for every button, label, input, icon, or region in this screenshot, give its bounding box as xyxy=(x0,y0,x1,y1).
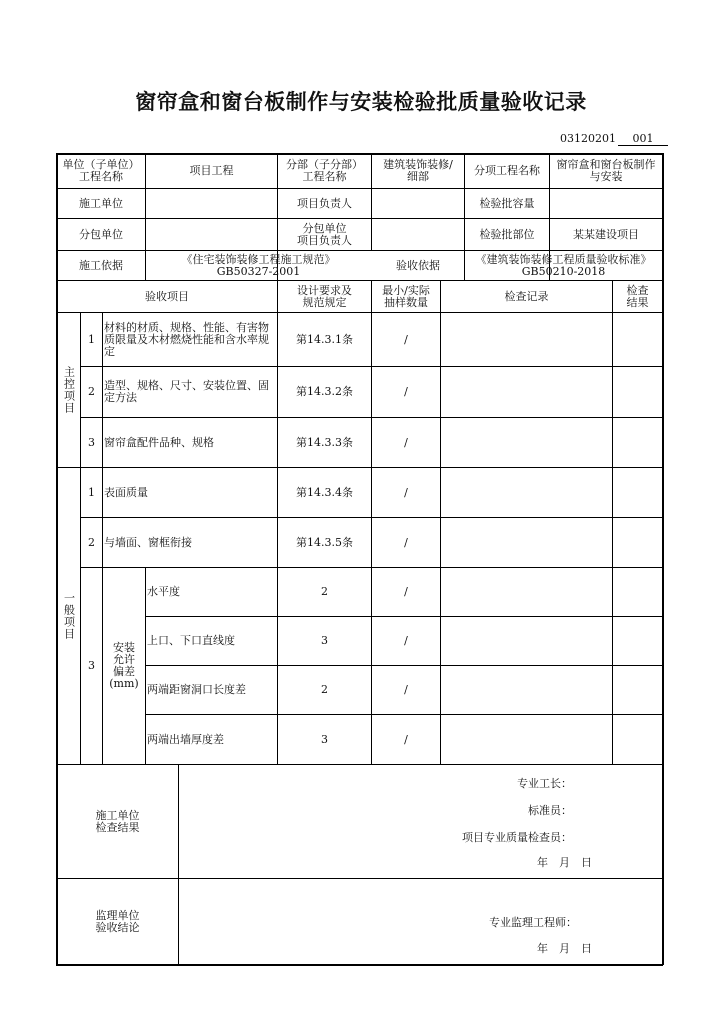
tolerance-4-record[interactable] xyxy=(441,715,612,764)
batch-capacity-label: 检验批容量 xyxy=(479,196,535,210)
tolerance-4-sample: / xyxy=(404,732,408,746)
subcontractor-label: 分包单位 xyxy=(79,227,123,241)
tolerance-4-req: 3 xyxy=(321,732,328,746)
contractor-label: 施工单位 xyxy=(79,196,123,210)
main-item-1-desc: 材料的材质、规格、性能、有害物质限量及木材燃烧性能和含水率规定 xyxy=(104,320,269,358)
project-manager-value[interactable] xyxy=(372,189,464,218)
item-project-label: 分项工程名称 xyxy=(474,164,540,177)
acceptance-basis-label: 验收依据 xyxy=(396,258,440,272)
code-number: 001 xyxy=(618,132,668,146)
main-item-3-no: 3 xyxy=(88,435,95,449)
unit-name-value: 项目工程 xyxy=(189,164,234,177)
main-items-label: 主控项目 xyxy=(62,366,76,414)
tolerance-label: 安装 允许 偏差 (mm) xyxy=(109,641,139,690)
general-item-1-result[interactable] xyxy=(613,468,662,517)
general-item-2-no: 2 xyxy=(88,535,95,549)
general-items-label: 一般项目 xyxy=(62,592,76,640)
general-item-1-req: 第14.3.4条 xyxy=(296,485,353,499)
general-item-1-sample: / xyxy=(404,485,408,499)
tolerance-1-desc: 水平度 xyxy=(147,585,180,598)
tolerance-2-result[interactable] xyxy=(613,617,662,665)
tolerance-2-desc: 上口、下口直线度 xyxy=(147,634,235,647)
main-item-2-sample: / xyxy=(404,385,408,398)
page-title: 窗帘盒和窗台板制作与安装检验批质量验收记录 xyxy=(135,90,587,114)
column-item: 验收项目 xyxy=(145,289,189,303)
tolerance-1-result[interactable] xyxy=(613,568,662,616)
tolerance-3-req: 2 xyxy=(321,683,328,696)
construction-check-label: 施工单位 检查结果 xyxy=(95,808,140,834)
tolerance-1-req: 2 xyxy=(321,585,328,598)
main-item-2-no: 2 xyxy=(88,385,95,398)
main-item-3-sample: / xyxy=(404,435,408,449)
main-item-2-record[interactable] xyxy=(441,367,612,417)
main-item-3-result[interactable] xyxy=(613,418,662,467)
main-item-1-no: 1 xyxy=(88,332,95,346)
main-item-3-desc: 窗帘盒配件品种、规格 xyxy=(104,435,214,449)
column-result: 检查 结果 xyxy=(626,283,649,309)
tolerance-1-record[interactable] xyxy=(441,568,612,616)
general-item-2-req: 第14.3.5条 xyxy=(296,535,353,549)
foreman-signature: 专业工长： xyxy=(517,777,572,790)
main-item-2-desc: 造型、规格、尺寸、安装位置、固定方法 xyxy=(104,379,269,404)
supervision-date: 年 月 日 xyxy=(537,942,592,955)
supervision-engineer-signature: 专业监理工程师： xyxy=(489,916,577,929)
tolerance-2-record[interactable] xyxy=(441,617,612,665)
column-record: 检查记录 xyxy=(504,289,549,303)
construction-basis-value: 《住宅装饰装修工程施工规范》 GB50327-2001 xyxy=(181,252,336,278)
general-item-2-desc: 与墙面、窗框衔接 xyxy=(104,535,192,549)
contractor-value[interactable] xyxy=(146,189,277,218)
main-item-1-result[interactable] xyxy=(613,313,662,366)
column-requirement: 设计要求及 规范规定 xyxy=(297,283,352,309)
tolerance-3-sample: / xyxy=(404,683,408,696)
general-item-2-sample: / xyxy=(404,535,408,549)
general-item-2-record[interactable] xyxy=(441,518,612,567)
main-item-3-req: 第14.3.3条 xyxy=(296,435,353,449)
team-leader-signature: 标准员： xyxy=(528,804,572,817)
sub-project-label: 分部（子分部） 工程名称 xyxy=(286,158,363,183)
main-item-3-record[interactable] xyxy=(441,418,612,467)
supervision-label: 监理单位 验收结论 xyxy=(95,908,140,934)
main-item-1-sample: / xyxy=(404,332,408,346)
batch-location-value: 某某建设项目 xyxy=(573,227,639,241)
acceptance-basis-value: 《建筑装饰装修工程质量验收标准》 GB50210-2018 xyxy=(475,252,652,278)
tolerance-3-result[interactable] xyxy=(613,666,662,714)
general-item-1-no: 1 xyxy=(88,485,95,499)
column-sampling: 最小/实际 抽样数量 xyxy=(382,283,430,309)
tolerance-2-req: 3 xyxy=(321,634,328,647)
tolerance-4-desc: 两端出墙厚度差 xyxy=(147,732,224,746)
construction-check-date: 年 月 日 xyxy=(537,856,592,869)
tolerance-1-sample: / xyxy=(404,585,408,598)
sub-project-value: 建筑装饰装修/ 细部 xyxy=(383,158,453,183)
sub-project-manager-label: 分包单位 项目负责人 xyxy=(297,221,352,247)
tolerance-3-record[interactable] xyxy=(441,666,612,714)
batch-capacity-value[interactable] xyxy=(550,189,662,218)
construction-basis-label: 施工依据 xyxy=(79,258,123,272)
general-item-2-result[interactable] xyxy=(613,518,662,567)
main-item-1-req: 第14.3.1条 xyxy=(296,332,353,346)
tolerance-3-desc: 两端距窗洞口长度差 xyxy=(147,683,246,696)
main-item-2-result[interactable] xyxy=(613,367,662,417)
general-item-1-desc: 表面质量 xyxy=(104,485,148,499)
inspector-signature: 项目专业质量检查员： xyxy=(462,831,572,844)
batch-location-label: 检验批部位 xyxy=(479,227,535,241)
main-item-1-record[interactable] xyxy=(441,313,612,366)
record-code xyxy=(560,132,668,146)
main-item-2-req: 第14.3.2条 xyxy=(296,385,353,398)
general-item-1-record[interactable] xyxy=(441,468,612,517)
general-item-3-no: 3 xyxy=(88,659,95,672)
tolerance-2-sample: / xyxy=(404,634,408,647)
tolerance-4-result[interactable] xyxy=(613,715,662,764)
unit-name-label: 单位（子单位） 工程名称 xyxy=(62,158,140,183)
code-prefix: 03120201 xyxy=(560,132,616,145)
item-project-value: 窗帘盒和窗台板制作 与安装 xyxy=(556,158,656,183)
sub-project-manager-value[interactable] xyxy=(372,219,464,250)
subcontractor-value[interactable] xyxy=(146,219,277,250)
project-manager-label: 项目负责人 xyxy=(297,196,352,210)
